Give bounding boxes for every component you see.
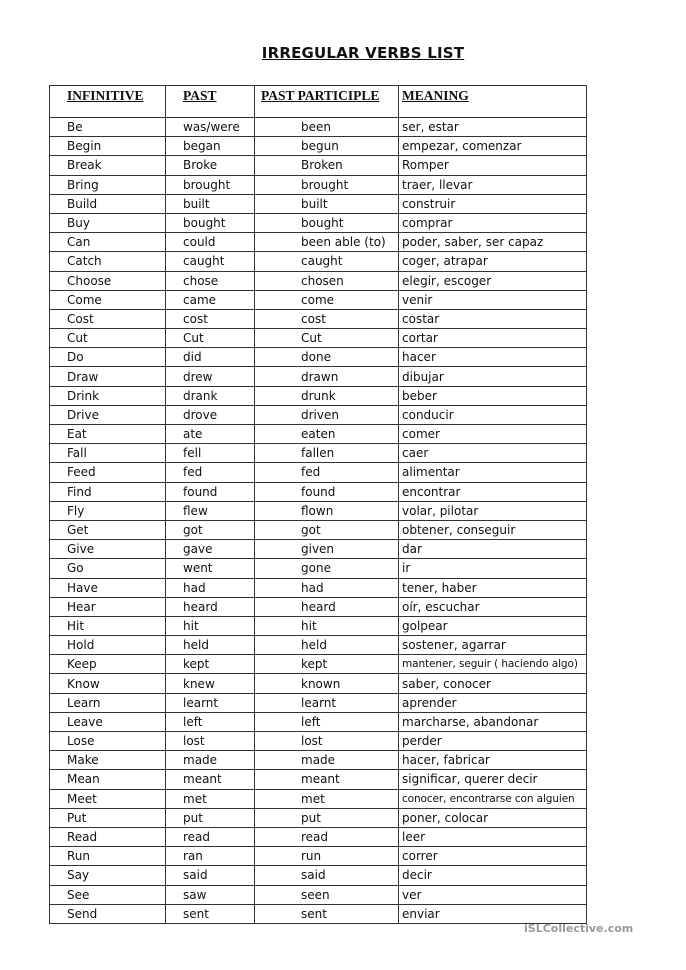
cell-meaning: aprender [399,693,587,712]
cell-past-participle: said [255,866,399,885]
cell-meaning: obtener, conseguir [399,520,587,539]
cell-past-participle: drunk [255,386,399,405]
cell-past: found [166,482,255,501]
cell-meaning: saber, conocer [399,674,587,693]
table-row [50,367,587,386]
cell-infinitive: Feed [50,463,166,482]
cell-meaning: marcharse, abandonar [399,712,587,731]
cell-past: fell [166,444,255,463]
cell-meaning: cortar [399,329,587,348]
cell-infinitive: Mean [50,770,166,789]
cell-past: had [166,578,255,597]
cell-past-participle: built [255,194,399,213]
table-row [50,559,587,578]
cell-infinitive: Hear [50,597,166,616]
cell-past-participle: met [255,789,399,808]
cell-infinitive: Draw [50,367,166,386]
cell-past-participle: fallen [255,444,399,463]
cell-past: sent [166,904,255,923]
cell-infinitive: Can [50,233,166,252]
table-row [50,233,587,252]
cell-past-participle: bought [255,213,399,232]
cell-infinitive: Leave [50,712,166,731]
cell-meaning: poner, colocar [399,808,587,827]
table-row [50,482,587,501]
cell-past-participle: kept [255,655,399,674]
table-row [50,156,587,175]
cell-infinitive: Bring [50,175,166,194]
cell-past-participle: driven [255,405,399,424]
cell-infinitive: Make [50,751,166,770]
cell-meaning: leer [399,827,587,846]
table-row [50,674,587,693]
cell-meaning: beber [399,386,587,405]
cell-infinitive: Cut [50,329,166,348]
cell-past-participle: learnt [255,693,399,712]
header-past-participle: PAST PARTICIPLE [255,86,399,118]
cell-meaning: oír, escuchar [399,597,587,616]
cell-past: said [166,866,255,885]
cell-past: put [166,808,255,827]
cell-meaning: ir [399,559,587,578]
table-row [50,213,587,232]
table-row [50,444,587,463]
cell-infinitive: Catch [50,252,166,271]
table-header-row [50,86,587,118]
cell-infinitive: Drive [50,405,166,424]
cell-past: got [166,520,255,539]
cell-past: brought [166,175,255,194]
table-row [50,252,587,271]
cell-past: flew [166,501,255,520]
cell-past: began [166,137,255,156]
table-row [50,501,587,520]
cell-meaning: enviar [399,904,587,923]
cell-past: came [166,290,255,309]
cell-past-participle: brought [255,175,399,194]
cell-meaning: poder, saber, ser capaz [399,233,587,252]
table-row [50,386,587,405]
cell-infinitive: Fly [50,501,166,520]
cell-infinitive: Meet [50,789,166,808]
cell-meaning: dar [399,540,587,559]
cell-meaning: empezar, comenzar [399,137,587,156]
cell-meaning: golpear [399,616,587,635]
header-meaning: MEANING [399,86,587,118]
cell-past: learnt [166,693,255,712]
cell-meaning: correr [399,847,587,866]
cell-past: left [166,712,255,731]
cell-meaning: volar, pilotar [399,501,587,520]
cell-infinitive: Come [50,290,166,309]
cell-past-participle: seen [255,885,399,904]
table-row [50,271,587,290]
cell-meaning: coger, atrapar [399,252,587,271]
cell-past-participle: put [255,808,399,827]
cell-meaning: hacer, fabricar [399,751,587,770]
cell-past-participle: made [255,751,399,770]
cell-past: made [166,751,255,770]
cell-past-participle: cost [255,309,399,328]
cell-past-participle: gone [255,559,399,578]
cell-meaning: tener, haber [399,578,587,597]
watermark: iSLCollective.com [524,922,634,935]
cell-past-participle: heard [255,597,399,616]
cell-infinitive: Keep [50,655,166,674]
cell-meaning: ver [399,885,587,904]
cell-meaning: alimentar [399,463,587,482]
table-row [50,194,587,213]
cell-infinitive: Find [50,482,166,501]
cell-infinitive: Give [50,540,166,559]
table-row [50,540,587,559]
table-row [50,309,587,328]
cell-past-participle: found [255,482,399,501]
table-row [50,425,587,444]
cell-past: Broke [166,156,255,175]
cell-infinitive: Say [50,866,166,885]
table-row [50,597,587,616]
cell-past: kept [166,655,255,674]
table-row [50,866,587,885]
cell-meaning: Romper [399,156,587,175]
table-row [50,578,587,597]
cell-past-participle: given [255,540,399,559]
cell-meaning: caer [399,444,587,463]
table-row [50,405,587,424]
cell-past-participle: held [255,636,399,655]
cell-meaning: hacer [399,348,587,367]
table-row [50,847,587,866]
table-row [50,655,587,674]
cell-infinitive: See [50,885,166,904]
table-row [50,904,587,923]
cell-past-participle: hit [255,616,399,635]
cell-past: went [166,559,255,578]
cell-past-participle: caught [255,252,399,271]
cell-past-participle: flown [255,501,399,520]
verb-rows [50,118,587,924]
cell-past-participle: read [255,827,399,846]
cell-past: built [166,194,255,213]
cell-meaning: decir [399,866,587,885]
table-row [50,789,587,808]
cell-past: ate [166,425,255,444]
cell-infinitive: Get [50,520,166,539]
cell-infinitive: Eat [50,425,166,444]
cell-past-participle: been [255,118,399,137]
cell-past: drew [166,367,255,386]
cell-past: meant [166,770,255,789]
cell-infinitive: Fall [50,444,166,463]
cell-meaning: significar, querer decir [399,770,587,789]
cell-infinitive: Hold [50,636,166,655]
cell-infinitive: Be [50,118,166,137]
cell-meaning: comer [399,425,587,444]
cell-past: read [166,827,255,846]
cell-meaning: conducir [399,405,587,424]
table-row [50,118,587,137]
cell-meaning: conocer, encontrarse con alguien [399,789,587,808]
table-row [50,693,587,712]
cell-infinitive: Do [50,348,166,367]
cell-meaning: perder [399,732,587,751]
cell-infinitive: Read [50,827,166,846]
cell-past-participle: done [255,348,399,367]
table-row [50,751,587,770]
cell-infinitive: Have [50,578,166,597]
table-row [50,616,587,635]
cell-infinitive: Begin [50,137,166,156]
cell-past: Cut [166,329,255,348]
cell-meaning: dibujar [399,367,587,386]
cell-infinitive: Break [50,156,166,175]
cell-infinitive: Learn [50,693,166,712]
cell-infinitive: Know [50,674,166,693]
table-row [50,636,587,655]
cell-infinitive: Choose [50,271,166,290]
cell-infinitive: Drink [50,386,166,405]
cell-past-participle: had [255,578,399,597]
cell-past: was/were [166,118,255,137]
cell-past: heard [166,597,255,616]
verbs-table [49,85,587,924]
cell-infinitive: Hit [50,616,166,635]
cell-meaning: costar [399,309,587,328]
table-row [50,885,587,904]
cell-meaning: construir [399,194,587,213]
cell-past: caught [166,252,255,271]
cell-past-participle: run [255,847,399,866]
cell-infinitive: Put [50,808,166,827]
cell-past: met [166,789,255,808]
cell-past: bought [166,213,255,232]
cell-past-participle: known [255,674,399,693]
cell-past: hit [166,616,255,635]
cell-past: saw [166,885,255,904]
table-row [50,175,587,194]
cell-infinitive: Lose [50,732,166,751]
cell-past: lost [166,732,255,751]
cell-past: gave [166,540,255,559]
cell-past: cost [166,309,255,328]
cell-past-participle: left [255,712,399,731]
table-row [50,732,587,751]
cell-past-participle: meant [255,770,399,789]
header-infinitive: INFINITIVE [50,86,166,118]
cell-past-participle: fed [255,463,399,482]
cell-meaning: sostener, agarrar [399,636,587,655]
table-row [50,463,587,482]
cell-past-participle: begun [255,137,399,156]
table-row [50,520,587,539]
page-title: IRREGULAR VERBS LIST [261,44,465,62]
cell-past: fed [166,463,255,482]
cell-meaning: ser, estar [399,118,587,137]
table-row [50,808,587,827]
cell-past-participle: sent [255,904,399,923]
cell-past: chose [166,271,255,290]
cell-infinitive: Send [50,904,166,923]
table-row [50,348,587,367]
cell-past-participle: chosen [255,271,399,290]
cell-past-participle: got [255,520,399,539]
cell-infinitive: Build [50,194,166,213]
cell-meaning: comprar [399,213,587,232]
cell-past: could [166,233,255,252]
table-row [50,137,587,156]
table-row [50,770,587,789]
table-row [50,712,587,731]
cell-infinitive: Go [50,559,166,578]
cell-past-participle: come [255,290,399,309]
table-row [50,329,587,348]
cell-past: did [166,348,255,367]
cell-infinitive: Cost [50,309,166,328]
cell-past-participle: drawn [255,367,399,386]
cell-meaning: encontrar [399,482,587,501]
cell-meaning: mantener, seguir ( haciendo algo) [399,655,587,674]
cell-past-participle: been able (to) [255,233,399,252]
cell-past-participle: eaten [255,425,399,444]
cell-past: knew [166,674,255,693]
cell-infinitive: Run [50,847,166,866]
cell-past: drank [166,386,255,405]
cell-past: held [166,636,255,655]
cell-meaning: venir [399,290,587,309]
table-row [50,290,587,309]
cell-past-participle: Cut [255,329,399,348]
cell-past-participle: Broken [255,156,399,175]
cell-meaning: elegir, escoger [399,271,587,290]
cell-infinitive: Buy [50,213,166,232]
table-row [50,827,587,846]
cell-past: drove [166,405,255,424]
cell-meaning: traer, llevar [399,175,587,194]
cell-past-participle: lost [255,732,399,751]
header-past: PAST [166,86,255,118]
cell-past: ran [166,847,255,866]
